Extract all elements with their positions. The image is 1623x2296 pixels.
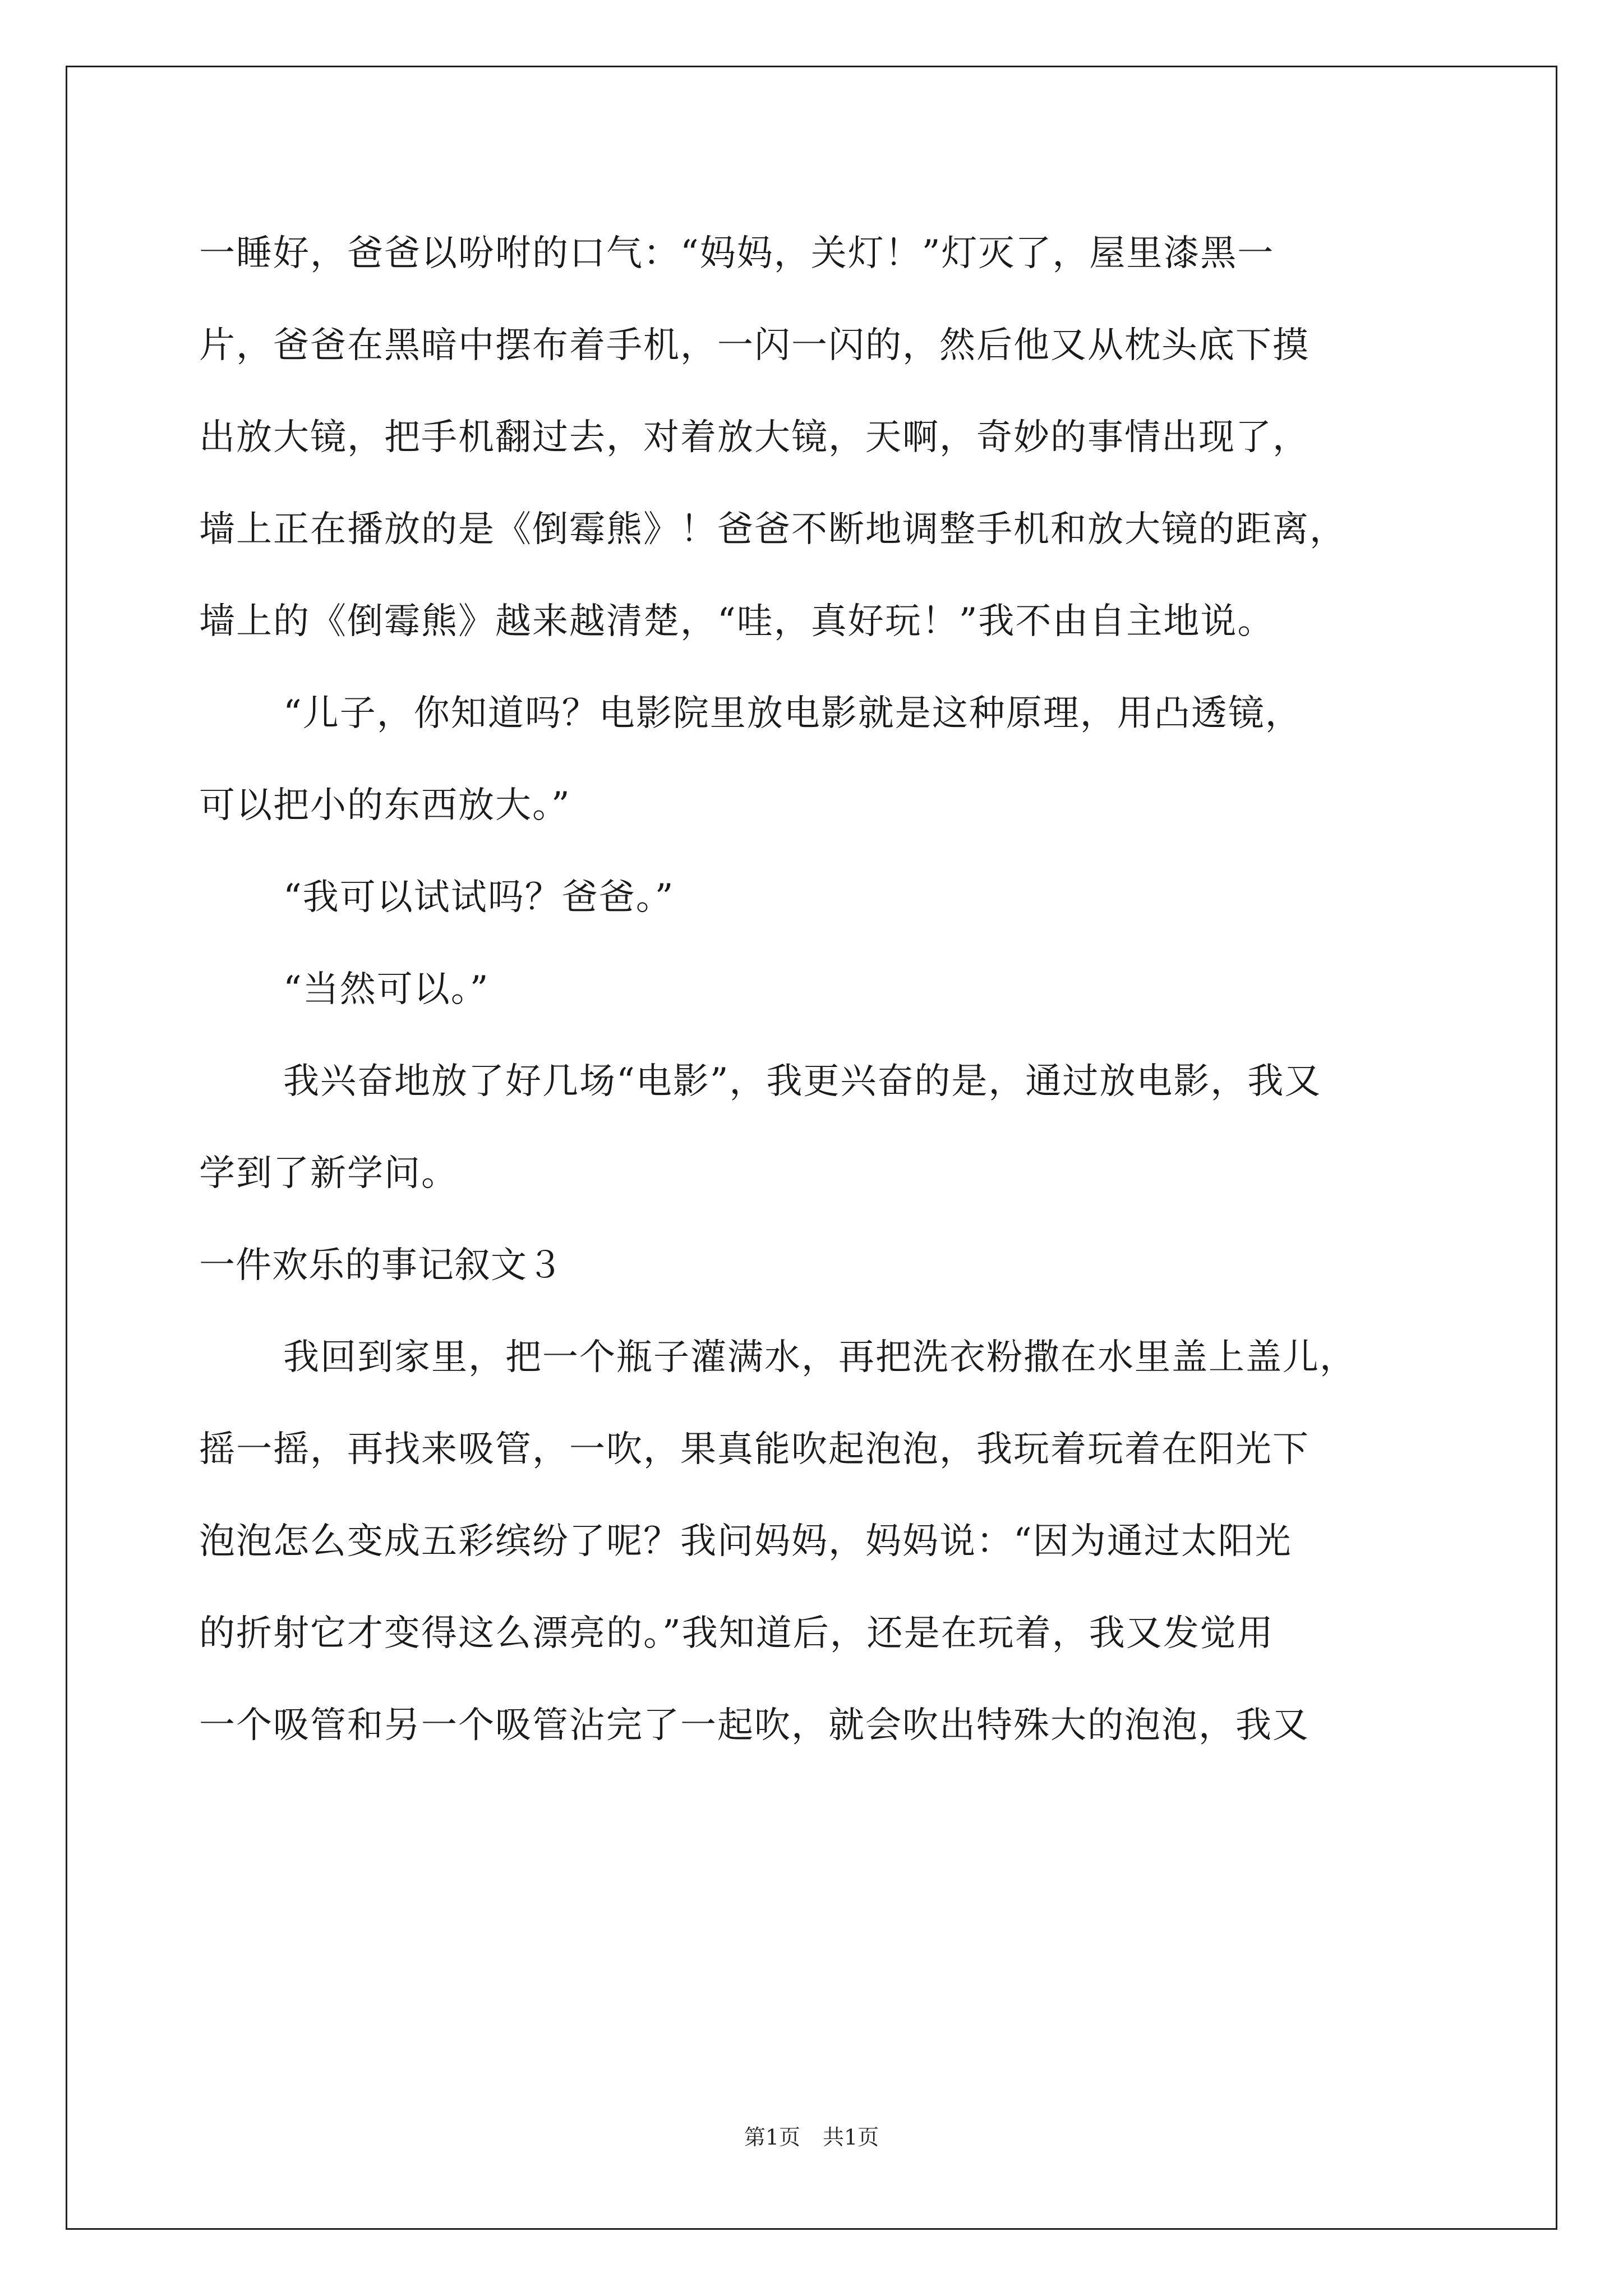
text-line: 的折射它才变得这么漂亮的。”我知道后，还是在玩着，我又发觉用 [199,1613,1274,1654]
page-total: 共1页 [823,2125,879,2150]
text-line: 一个吸管和另一个吸管沾完了一起吹，就会吹出特殊大的泡泡，我又 [199,1705,1310,1746]
page-footer [0,2123,1623,2151]
text-line: 墙上的《倒霉熊》越来越清楚，“哇，真好玩！”我不由自主地说。 [199,601,1275,642]
paragraph-start: “儿子，你知道吗？电影院里放电影就是这种原理，用凸透镜， [283,693,1302,734]
text-line: 摇一摇，再找来吸管，一吹，果真能吹起泡泡，我玩着玩着在阳光下 [199,1429,1310,1470]
paragraph-start: “当然可以。” [283,969,490,1010]
paragraph-start: 我回到家里，把一个瓶子灌满水，再把洗衣粉撒在水里盖上盖儿， [283,1337,1357,1378]
section-heading: 一件欢乐的事记叙文３ [199,1245,564,1286]
text-line: 一睡好，爸爸以吩咐的口气：“妈妈，关灯！”灯灭了，屋里漆黑一 [199,233,1275,274]
paragraph-start: 我兴奋地放了好几场“电影”，我更兴奋的是，通过放电影，我又 [283,1061,1322,1102]
text-line: 出放大镜，把手机翻过去，对着放大镜，天啊，奇妙的事情出现了， [199,417,1310,458]
text-line: 墙上正在播放的是《倒霉熊》！爸爸不断地调整手机和放大镜的距离， [199,509,1347,550]
text-line: 片，爸爸在黑暗中摆布着手机，一闪一闪的，然后他又从枕头底下摸 [199,325,1310,366]
page-number: 第1页 [744,2125,800,2150]
text-line: 可以把小的东西放大。” [199,785,571,826]
text-line: 学到了新学问。 [199,1153,458,1194]
text-line: 泡泡怎么变成五彩缤纷了呢？我问妈妈，妈妈说：“因为通过太阳光 [199,1521,1292,1562]
document-body [199,208,1450,1772]
paragraph-start: “我可以试试吗？爸爸。” [283,877,675,918]
